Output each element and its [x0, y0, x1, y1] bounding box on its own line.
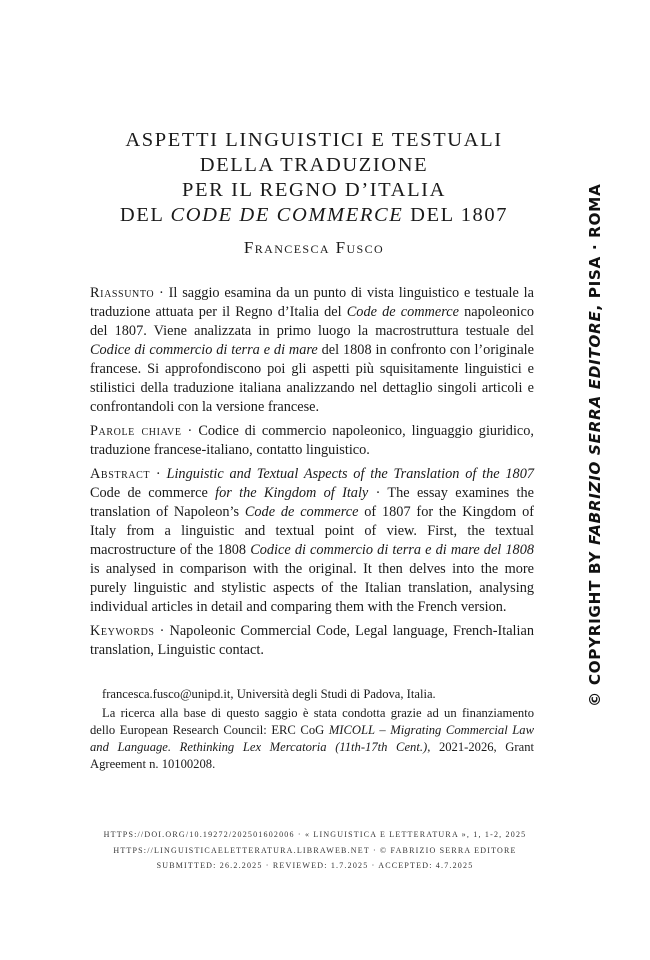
abstract-section — [90, 284, 534, 665]
text-run: , 2021-2026, Grant Agreement n. 10100208. — [90, 740, 534, 771]
separator: · — [150, 466, 167, 482]
title-italic: CODE DE COMMERCE — [170, 204, 404, 226]
italic-run: for the Kingdom of Italy — [215, 485, 369, 501]
text-run: del 1808 in confronto con l’originale francese. Si approfondiscono poi gli aspetti più squisitamente linguistici e stilistici della traduzione italiana analizzando nel dettaglio singoli articoli e confrontandoli con la versione francese. — [90, 342, 534, 415]
text-run: napoleonico del 1807. Viene analizzata in primo luogo la macrostruttura testuale del — [90, 304, 534, 339]
text-run: · The essay examines the translation of Napoleon’s — [90, 485, 534, 520]
text-run: of 1807 for the Kingdom of Italy from a linguistic and textual point of view. First, the textual macrostructure of the 1808 — [90, 504, 534, 558]
title-line — [90, 203, 538, 228]
copyright-publisher: FABRIZIO SERRA EDITORE — [586, 310, 604, 546]
title-text: DEL 1807 — [403, 204, 509, 226]
keywords-paragraph — [90, 622, 534, 660]
funding-note — [90, 705, 534, 773]
italic-run: MICOLL – Migrating Commercial Law and Language. Rethinking Lex Mercatoria (11th-17th Cent.) — [90, 723, 535, 754]
italic-run: Code de commerce — [346, 304, 459, 320]
abstract-label: Abstract — [90, 466, 151, 482]
separator: · — [154, 623, 170, 639]
footnotes — [90, 686, 534, 775]
dates-line: SUBMITTED: 26.2.2025 · REVIEWED: 1.7.2025 · ACCEPTED: 4.7.2025 — [156, 861, 474, 870]
author-name: Francesca Fusco — [243, 238, 385, 257]
copyright-vertical — [586, 183, 606, 707]
bibliographic-info — [60, 827, 570, 874]
text-run: Codice di commercio napoleonico, linguaggio giuridico, traduzione francese-italiano, contatto linguistico. — [90, 423, 534, 458]
copyright-text: , PISA · ROMA — [586, 183, 604, 311]
parole-chiave-paragraph — [90, 422, 534, 460]
parole-chiave-label: Parole chiave — [90, 423, 182, 439]
title-text: DEL — [119, 204, 171, 226]
text-run: Il saggio esamina da un punto di vista linguistico e testuale la traduzione attuata per il Regno d’Italia del — [90, 285, 534, 320]
title-line: PER IL REGNO D’ITALIA — [181, 179, 447, 201]
italic-run: Codice di commercio di terra e di mare del 1808 — [250, 542, 534, 558]
doi-line: HTTPS://DOI.ORG/10.19272/202501602006 · « LINGUISTICA E LETTERATURA », 1, 1-2, 2025 — [103, 830, 527, 839]
keywords-label: Keywords — [90, 623, 155, 639]
title-line: ASPETTI LINGUISTICI E TESTUALI — [125, 129, 503, 151]
title-line: DELLA TRADUZIONE — [199, 154, 429, 176]
text-run: La ricerca alla base di questo saggio è stata condotta grazie ad un finanziamento dello European Research Council: ERC CoG — [90, 706, 534, 737]
affiliation-note: francesca.fusco@unipd.it, Università degli Studi di Padova, Italia. — [102, 687, 436, 701]
copyright-text: © COPYRIGHT BY — [586, 545, 604, 707]
riassunto-label: Riassunto — [90, 285, 155, 301]
text-run: is analysed in comparison with the original. It then delves into the more purely linguistic and stylistic aspects of the Italian translation, analysing individual articles in detail and comparing them with the French version. — [90, 561, 534, 615]
text-run: Napoleonic Commercial Code, Legal language, French-Italian translation, Linguistic contact. — [90, 623, 534, 658]
italic-run: Linguistic and Textual Aspects of the Translation of the 1807 — [166, 466, 534, 482]
italic-run: Code de commerce — [244, 504, 359, 520]
riassunto-paragraph — [90, 284, 534, 417]
separator: · — [154, 285, 169, 301]
website-line: HTTPS://LINGUISTICAELETTERATURA.LIBRAWEB.NET · © FABRIZIO SERRA EDITORE — [113, 845, 517, 855]
separator: · — [181, 423, 199, 439]
italic-run: Codice di commercio di terra e di mare — [90, 342, 318, 358]
abstract-paragraph — [90, 465, 534, 617]
article-title — [90, 128, 538, 228]
text-run: Code de commerce — [90, 485, 216, 501]
